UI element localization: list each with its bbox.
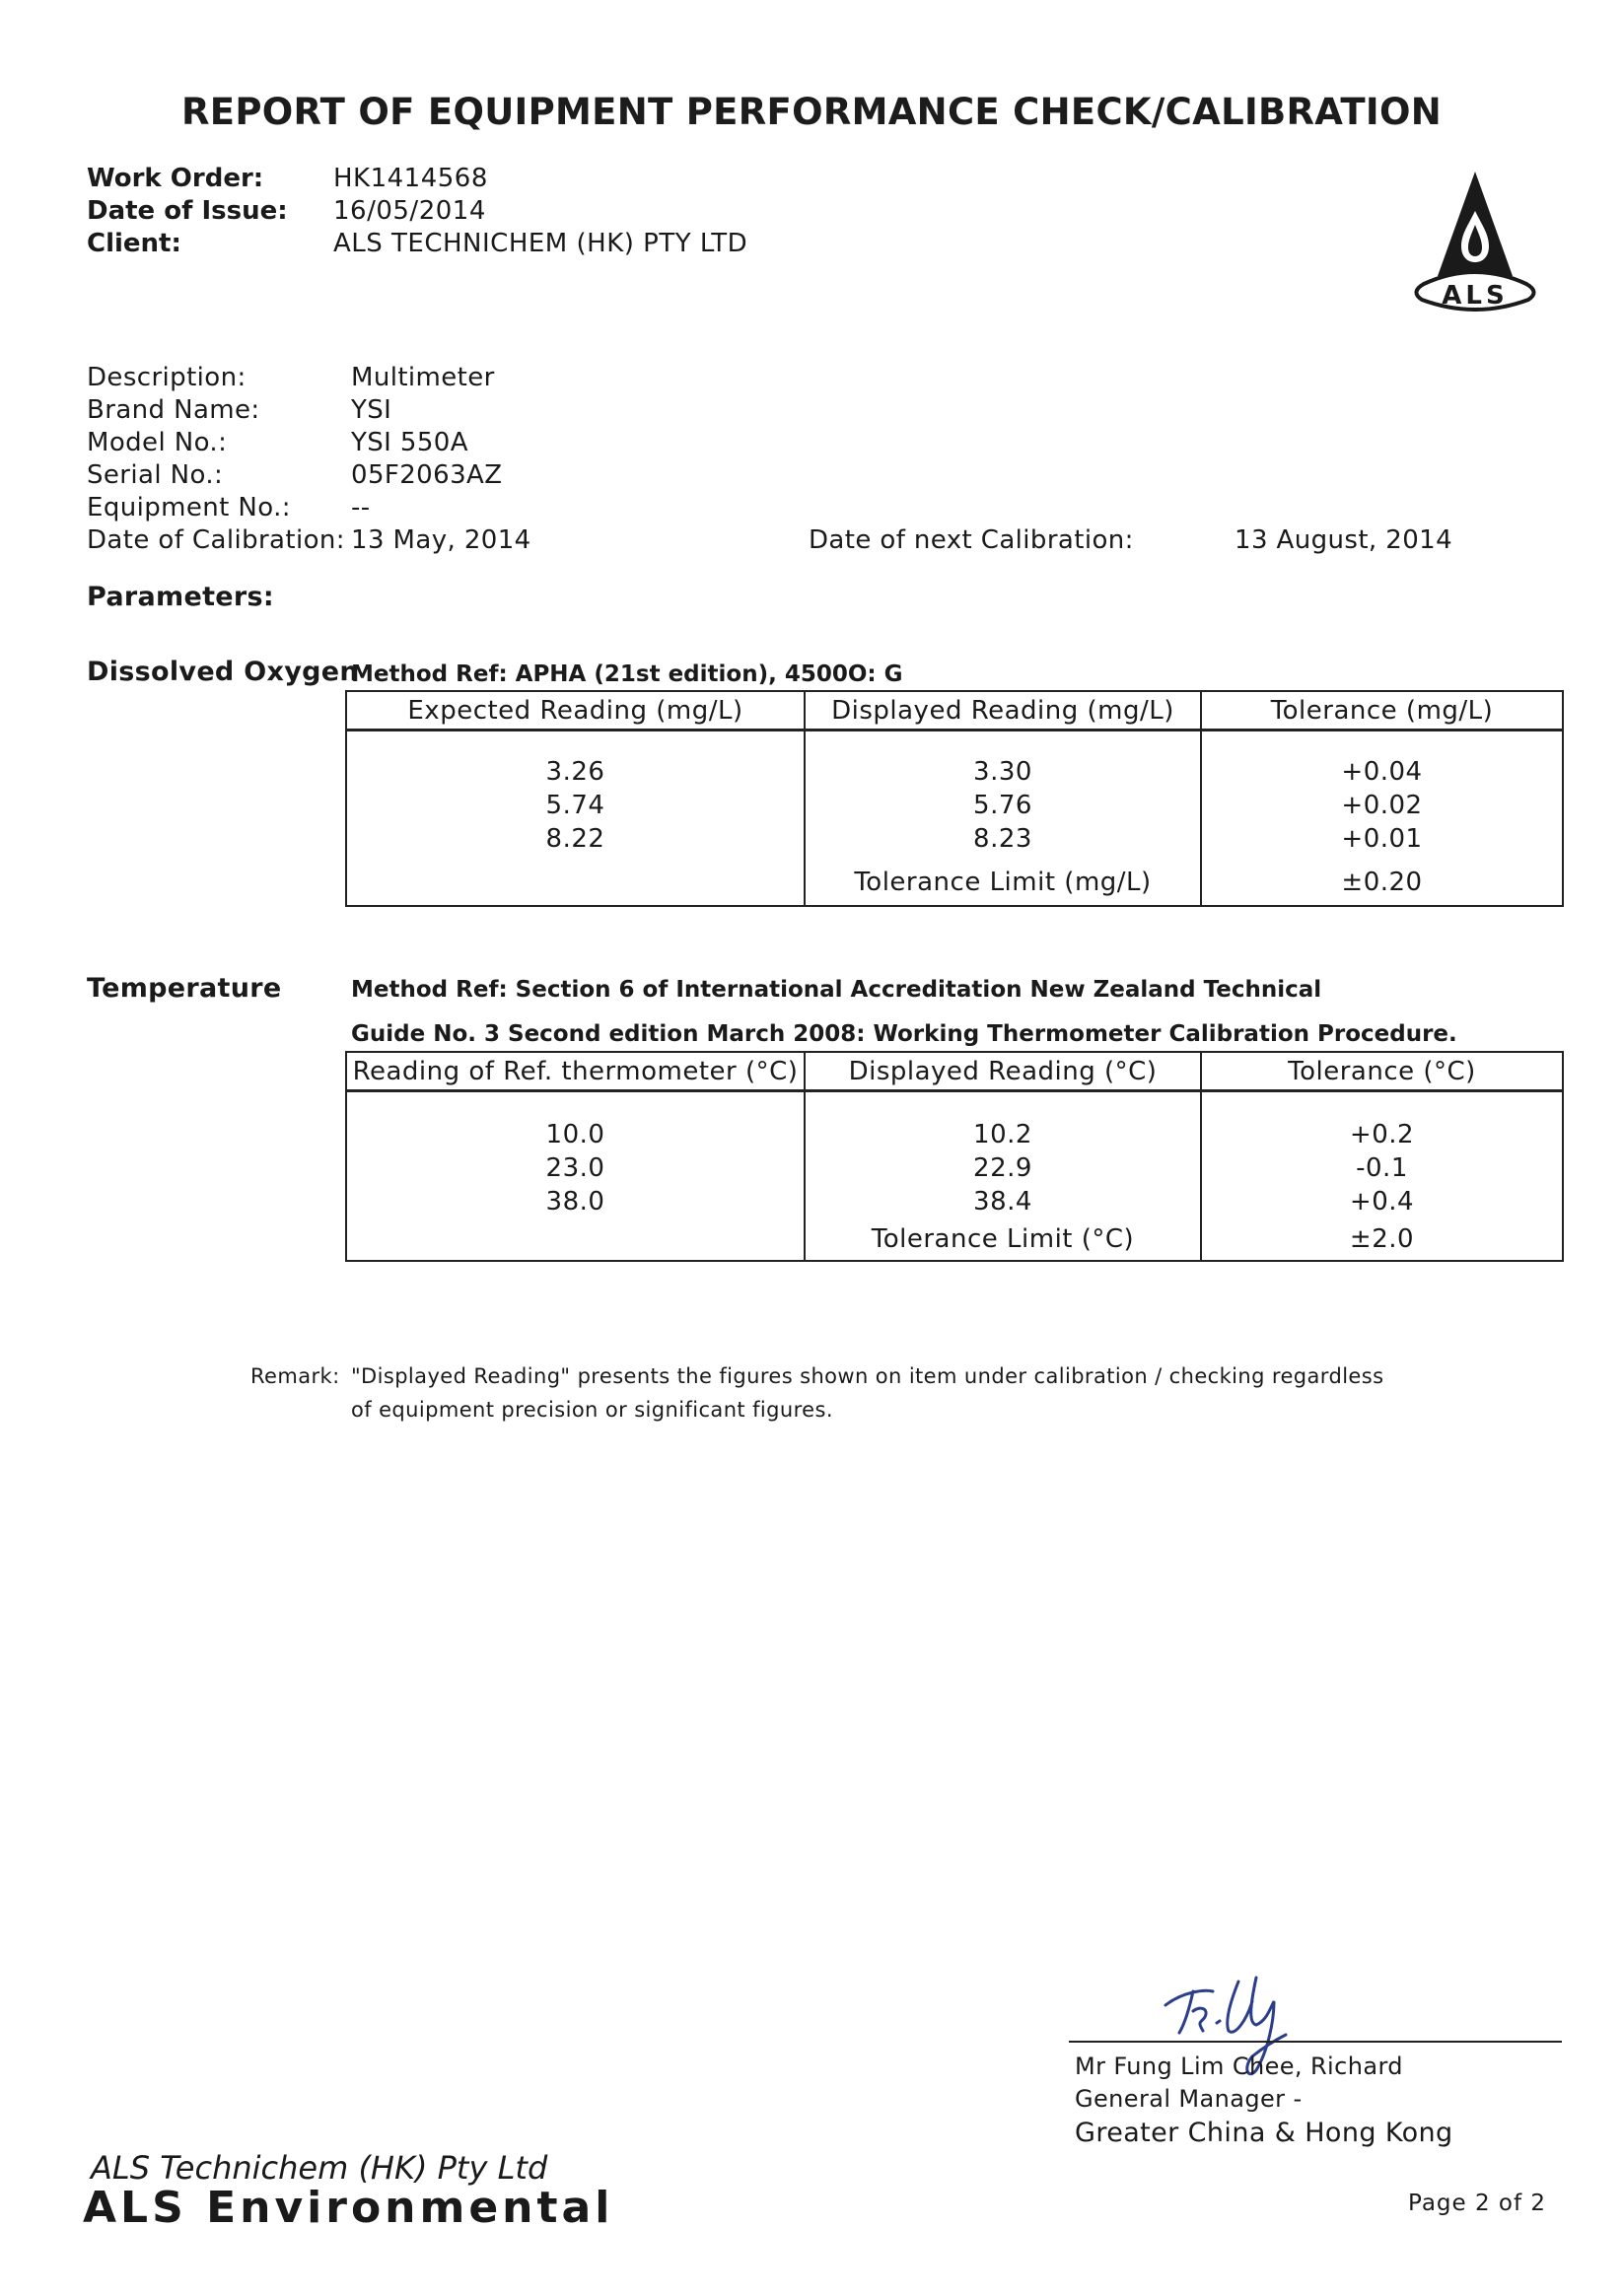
temp-method-ref-line1: Method Ref: Section 6 of International Accreditation New Zealand Technical (351, 977, 1322, 1003)
date-of-issue-value: 16/05/2014 (333, 196, 486, 226)
model-label: Model No.: (87, 428, 228, 457)
temp-method-ref-line2: Guide No. 3 Second edition March 2008: Working Thermometer Calibration Procedure. (351, 1021, 1457, 1047)
dissolved-oxygen-table (345, 690, 1564, 907)
table-cell: +0.02 (1341, 791, 1423, 820)
table-cell: 10.0 (545, 1120, 605, 1149)
table-cell: -0.1 (1356, 1153, 1408, 1183)
table-row (346, 856, 1563, 906)
displayed-readings-cell (805, 731, 1201, 857)
table-cell: 3.30 (973, 757, 1032, 787)
als-logo-icon (1402, 166, 1548, 312)
table-cell: +0.4 (1349, 1187, 1415, 1217)
table-row (346, 731, 1563, 857)
next-calibration-value: 13 August, 2014 (1235, 525, 1453, 555)
table-cell: 5.74 (545, 791, 605, 820)
table-header-row (346, 691, 1563, 731)
report-title: REPORT OF EQUIPMENT PERFORMANCE CHECK/CALIBRATION (180, 91, 1442, 133)
do-tolerance-limit-label: Tolerance Limit (mg/L) (805, 856, 1201, 906)
table-cell: 5.76 (973, 791, 1032, 820)
table-cell: 38.0 (545, 1187, 605, 1217)
equipment-no-value: -- (351, 493, 371, 522)
tolerance-cell (1201, 1091, 1563, 1219)
calibration-date-label: Date of Calibration: (87, 525, 345, 555)
client-label: Client: (87, 229, 181, 258)
temp-tolerance-limit-label: Tolerance Limit (°C) (805, 1218, 1201, 1261)
client-value: ALS TECHNICHEM (HK) PTY LTD (333, 229, 748, 258)
table-cell: +0.01 (1341, 824, 1423, 854)
signatory-title: General Manager - (1075, 2085, 1303, 2113)
table-cell: 38.4 (973, 1187, 1032, 1217)
table-header-cell: Tolerance (mg/L) (1201, 691, 1563, 731)
model-value: YSI 550A (351, 428, 468, 457)
table-cell: 8.23 (973, 824, 1032, 854)
table-header-cell: Expected Reading (mg/L) (346, 691, 805, 731)
page-number: Page 2 of 2 (1408, 2191, 1547, 2216)
signature-line (1069, 2041, 1562, 2043)
table-cell (346, 1218, 805, 1261)
temperature-label: Temperature (87, 973, 282, 1004)
signatory-region: Greater China & Hong Kong (1075, 2118, 1453, 2148)
description-value: Multimeter (351, 363, 495, 392)
footer-company: ALS Technichem (HK) Pty Ltd (91, 2149, 548, 2187)
expected-readings-cell (346, 731, 805, 857)
tolerance-cell (1201, 731, 1563, 857)
table-header-row (346, 1052, 1563, 1091)
table-row (346, 1218, 1563, 1261)
remark-line2: of equipment precision or significant figures. (351, 1398, 833, 1422)
work-order-label: Work Order: (87, 164, 264, 193)
description-label: Description: (87, 363, 247, 392)
table-cell: 22.9 (973, 1153, 1032, 1183)
signatory-name: Mr Fung Lim Chee, Richard (1075, 2052, 1403, 2080)
table-cell: 8.22 (545, 824, 605, 854)
table-header-cell: Displayed Reading (mg/L) (805, 691, 1201, 731)
table-cell: +0.04 (1341, 757, 1423, 787)
temperature-table (345, 1051, 1564, 1262)
dissolved-oxygen-label: Dissolved Oxygen (87, 657, 359, 687)
equipment-no-label: Equipment No.: (87, 493, 291, 522)
calibration-date-value: 13 May, 2014 (351, 525, 531, 555)
serial-value: 05F2063AZ (351, 460, 503, 490)
table-header-cell: Tolerance (°C) (1201, 1052, 1563, 1091)
table-header-cell: Reading of Ref. thermometer (°C) (346, 1052, 805, 1091)
remark-line1: "Displayed Reading" presents the figures shown on item under calibration / checking regardless (351, 1364, 1384, 1388)
brand-label: Brand Name: (87, 395, 260, 425)
parameters-label: Parameters: (87, 582, 274, 612)
footer-brand-logo: ALS Environmental (83, 2183, 614, 2233)
work-order-value: HK1414568 (333, 164, 488, 193)
table-header-cell: Displayed Reading (°C) (805, 1052, 1201, 1091)
table-cell: +0.2 (1349, 1120, 1415, 1149)
do-method-ref: Method Ref: APHA (21st edition), 4500O: G (351, 661, 903, 687)
brand-value: YSI (351, 395, 392, 425)
table-row (346, 1091, 1563, 1219)
displayed-readings-cell (805, 1091, 1201, 1219)
next-calibration-label: Date of next Calibration: (809, 525, 1134, 555)
serial-label: Serial No.: (87, 460, 224, 490)
temp-tolerance-limit-value: ±2.0 (1201, 1218, 1563, 1261)
logo-text: ALS (1442, 281, 1509, 311)
reference-readings-cell (346, 1091, 805, 1219)
remark-label: Remark: (250, 1364, 340, 1388)
table-cell: 3.26 (545, 757, 605, 787)
table-cell (346, 856, 805, 906)
do-tolerance-limit-value: ±0.20 (1201, 856, 1563, 906)
table-cell: 23.0 (545, 1153, 605, 1183)
date-of-issue-label: Date of Issue: (87, 196, 288, 226)
table-cell: 10.2 (973, 1120, 1032, 1149)
